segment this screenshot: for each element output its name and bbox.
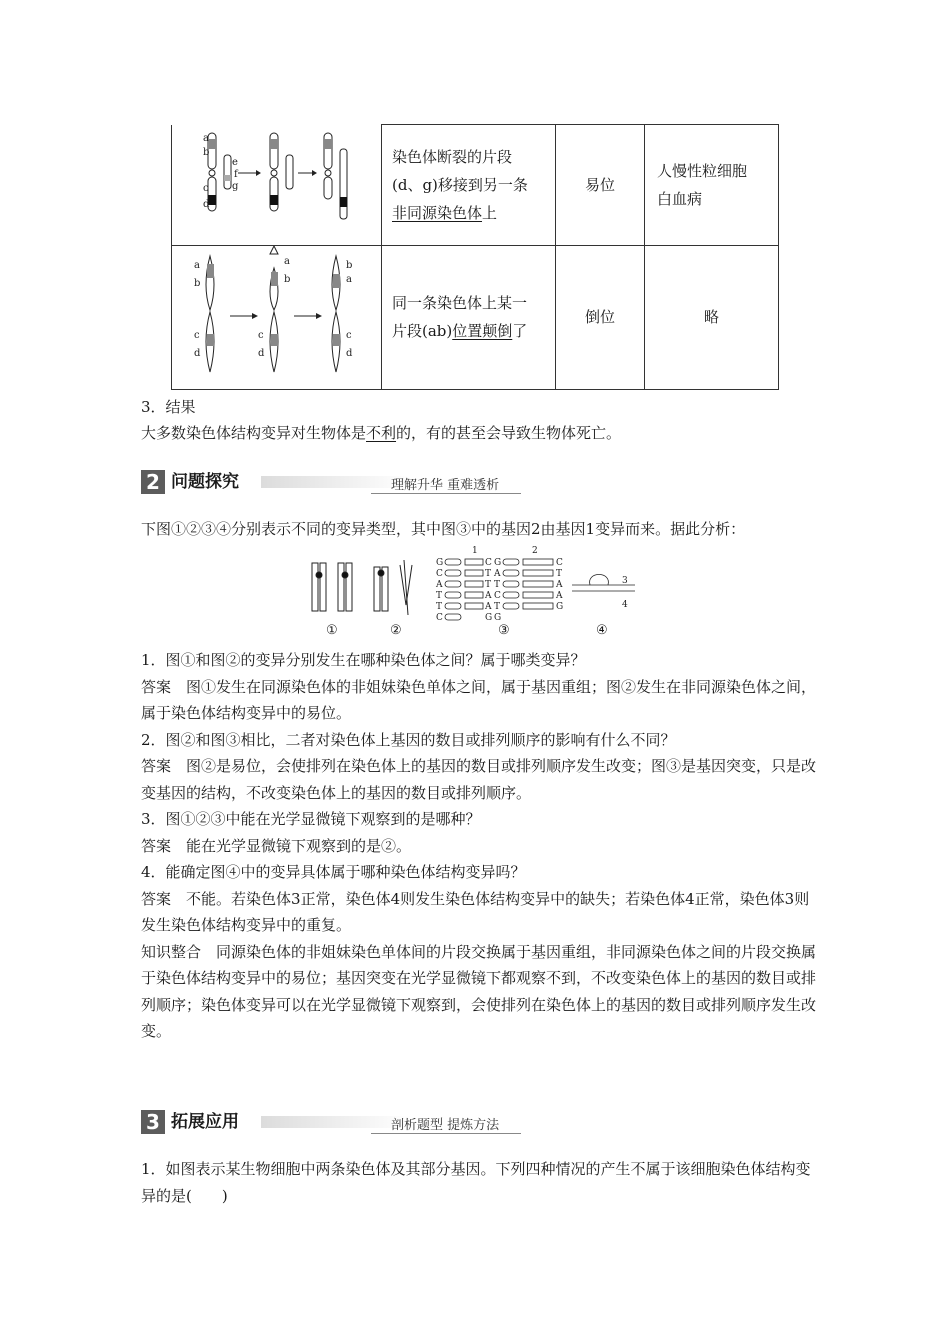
- gene-number: 2: [532, 546, 538, 556]
- question: 4．能确定图④中的变异具体属于哪种染色体结构变异吗？: [141, 863, 526, 881]
- section-title: 问题探究: [171, 472, 239, 492]
- base: A: [485, 602, 492, 612]
- table-row: [172, 125, 779, 246]
- gene-label: d: [346, 347, 353, 359]
- gene-label: d: [194, 347, 201, 359]
- variation-figure: [300, 545, 650, 645]
- answer: 答案 能在光学显微镜下观察到的是②。: [141, 836, 412, 855]
- base: C: [485, 558, 492, 568]
- section-subtitle: 理解升华 重难透析: [391, 478, 500, 493]
- base: A: [485, 591, 492, 601]
- gene-label: e: [232, 156, 238, 168]
- figure-label: ①: [326, 623, 338, 638]
- desc-line: (d、g)移接到另一条: [392, 175, 528, 194]
- desc-cell: [382, 125, 556, 246]
- gene-label: d: [258, 347, 265, 359]
- question: 3．图①②③中能在光学显微镜下观察到的是哪种？: [141, 810, 481, 828]
- gene-label: c: [194, 329, 200, 341]
- base: T: [436, 602, 443, 612]
- section-number: 3: [141, 1110, 165, 1134]
- section-subtitle: 剖析题型 提炼方法: [391, 1118, 500, 1133]
- summary: 知识整合 同源染色体的非姐妹染色单体间的片段交换属于基因重组，非同源染色体之间的片段交换属于染色体结构变异中的易位；基因突变在光学显微镜下都观察不到，不改变染色体上的基因的数目或排列顺序；染色体变异可以在光学显微镜下观察到，会使排列在染色体上的基因的数目或排列顺序发生改变。: [141, 942, 817, 1040]
- gene-label: c: [346, 329, 352, 341]
- gene-label: b: [203, 146, 210, 158]
- base: G: [436, 558, 444, 568]
- base: T: [436, 591, 443, 601]
- inversion-diagram: [172, 246, 381, 380]
- gene-label: g: [232, 180, 239, 192]
- result-text: 大多数染色体结构变异对生物体是不利的，有的甚至会导致生物体死亡。: [141, 424, 622, 442]
- base: A: [556, 591, 563, 601]
- answer: 答案 不能。若染色体3正常，染色体4则发生染色体结构变异中的缺失；若染色体4正常，染色体3则发生染色体结构变异中的重复。: [141, 889, 810, 934]
- question: 1．图①和图②的变异分别发生在哪种染色体之间？属于哪类变异？: [141, 651, 586, 669]
- inversion-diagram-cell: [172, 245, 382, 389]
- desc-line: 同一条染色体上某一: [392, 294, 528, 312]
- gene-label: d: [203, 198, 210, 210]
- gene-number: 1: [472, 546, 478, 556]
- base: C: [436, 613, 443, 623]
- base: G: [556, 602, 564, 612]
- gene-label: f: [234, 168, 238, 180]
- base: G: [494, 613, 502, 623]
- desc-line: 染色体断裂的片段: [392, 147, 513, 166]
- type-cell: 倒位: [556, 245, 645, 389]
- base: T: [556, 569, 563, 579]
- base: A: [556, 580, 563, 590]
- base: C: [436, 569, 443, 579]
- gene-label: a: [346, 273, 352, 285]
- section-title: 拓展应用: [171, 1112, 239, 1132]
- gene-label: a: [284, 255, 290, 267]
- gene-label: a: [203, 132, 209, 144]
- intro-text: 下图①②③④分别表示不同的变异类型，其中图③中的基因2由基因1变异而来。据此分析：: [141, 520, 746, 538]
- gene-label: b: [194, 277, 201, 289]
- type-cell: 易位: [556, 125, 645, 246]
- example-cell: [645, 125, 779, 246]
- table-row: [172, 245, 779, 389]
- translocation-diagram-cell: [172, 125, 382, 246]
- figure-drawing: [300, 545, 650, 625]
- exercise-question: 1．如图表示某生物细胞中两条染色体及其部分基因。下列四种情况的产生不属于该细胞染色体结构变异的是( ): [141, 1160, 811, 1205]
- base: C: [556, 558, 563, 568]
- gene-label: c: [258, 329, 264, 341]
- desc-cell: [382, 245, 556, 389]
- desc-line: 片段(ab)位置颠倒了: [392, 322, 528, 340]
- chromosome-number: 3: [622, 576, 628, 586]
- base: T: [485, 580, 492, 590]
- result-heading: 3．结果: [141, 398, 196, 416]
- translocation-diagram: [172, 125, 381, 236]
- figure-label: ②: [390, 623, 402, 638]
- figure-label: ③: [498, 623, 510, 638]
- section-banner-2: [141, 470, 521, 494]
- base: A: [436, 580, 443, 590]
- answer: 答案 图①发生在同源染色体的非姐妹染色单体之间，属于基因重组；图②发生在非同源染色体之间，属于染色体结构变异中的易位。: [141, 677, 817, 722]
- result-underlined: 不利: [366, 424, 397, 442]
- gene-label: c: [203, 182, 209, 194]
- example-line: 白血病: [657, 189, 703, 208]
- answer: 答案 图②是易位，会使排列在染色体上的基因的数目或排列顺序发生改变；图③是基因突变，只是改变基因的结构，不改变染色体上的基因的数目或排列顺序。: [141, 757, 817, 802]
- base: C: [494, 591, 501, 601]
- base: T: [485, 569, 492, 579]
- variation-table: [171, 124, 779, 390]
- section-banner-3: [141, 1110, 521, 1134]
- example-cell: 略: [645, 245, 779, 389]
- gene-label: a: [194, 259, 200, 271]
- gene-label: b: [284, 273, 291, 285]
- figure-label: ④: [596, 623, 608, 638]
- base: G: [494, 558, 502, 568]
- example-line: 人慢性粒细胞: [657, 161, 748, 180]
- base: T: [494, 580, 501, 590]
- qa-block: [141, 647, 821, 1045]
- section-number: 2: [141, 470, 165, 494]
- base: A: [494, 569, 501, 579]
- gene-label: b: [346, 259, 353, 271]
- question: 2．图②和图③相比，二者对染色体上基因的数目或排列顺序的影响有什么不同？: [141, 730, 676, 749]
- desc-line: 非同源染色体上: [392, 203, 498, 222]
- base: G: [485, 613, 493, 623]
- chromosome-number: 4: [622, 600, 628, 610]
- base: T: [494, 602, 501, 612]
